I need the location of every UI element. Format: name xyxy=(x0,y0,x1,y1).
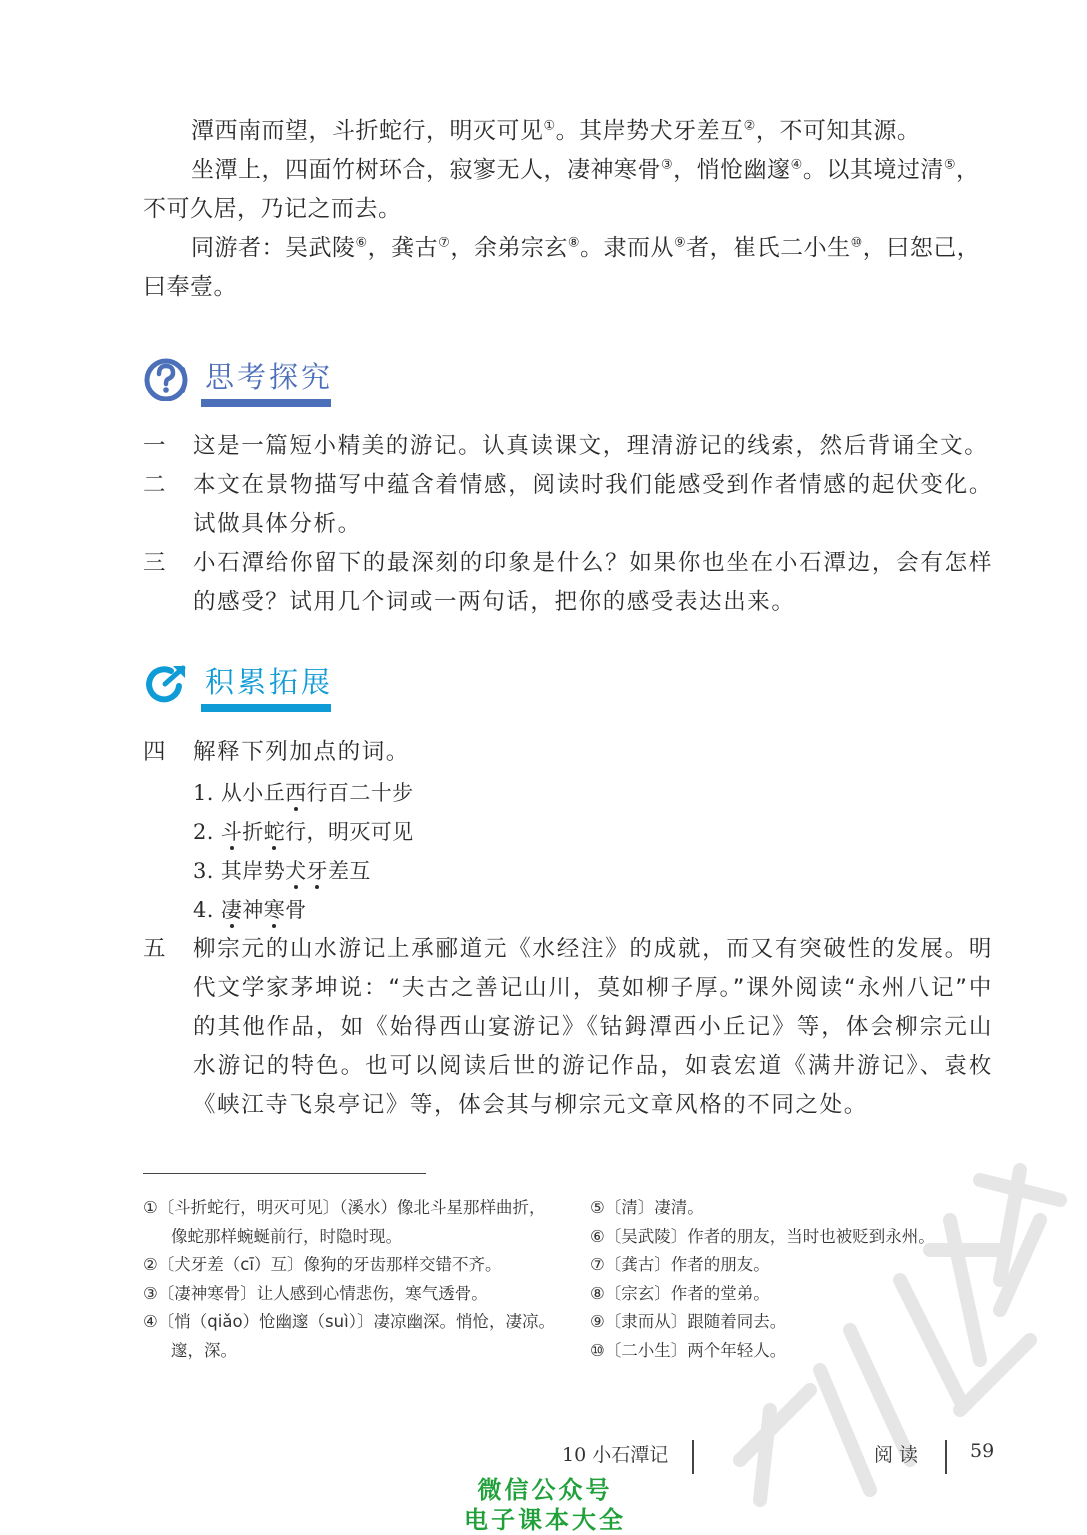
section-thinking-title: 思考探究 xyxy=(205,360,334,394)
question-item xyxy=(143,544,993,622)
word-item: 1. 从小丘西行百二十步 xyxy=(193,781,414,805)
passage-paragraph-2: 坐潭上，四面竹树环合，寂寥无人，凄神寒骨③，悄怆幽邃④。以其境过清⑤，不可久居，乃记之而去。 xyxy=(143,157,980,222)
question-number: 三 xyxy=(143,550,168,576)
question-text: 这是一篇短小精美的游记。认真读课文，理清游记的线索，然后背诵全文。 xyxy=(193,433,989,459)
question-item xyxy=(143,930,993,1125)
footnote: ⑤〔清〕凄清。 xyxy=(590,1198,704,1217)
wechat-label-line1: 微信公众号 xyxy=(477,1476,613,1504)
footnotes-right xyxy=(590,1194,990,1365)
footer-divider xyxy=(692,1440,694,1474)
question-number: 一 xyxy=(143,433,168,459)
section-extension-title: 积累拓展 xyxy=(205,665,334,699)
footnote: ①〔斗折蛇行，明灭可见〕（溪水）像北斗星那样曲折，像蛇那样蜿蜒前行，时隐时现。 xyxy=(143,1198,546,1246)
footnote-rule xyxy=(143,1173,426,1174)
page-number: 59 xyxy=(970,1440,995,1462)
refresh-arrow-icon xyxy=(143,660,189,706)
footnote: ⑨〔隶而从〕跟随着同去。 xyxy=(590,1312,787,1331)
passage-paragraph-1: 潭西南而望，斗折蛇行，明灭可见①。其岸势犬牙差互②，不可知其源。 xyxy=(191,118,921,144)
word-item: 2. 斗折蛇行，明灭可见 xyxy=(193,820,414,844)
section-thinking-underline xyxy=(201,399,331,407)
question-text: 小石潭给你留下的最深刻的印象是什么？如果你也坐在小石潭边，会有怎样的感受？试用几个词或一两句话，把你的感受表达出来。 xyxy=(193,550,993,615)
question-icon xyxy=(143,355,189,401)
word-item: 4. 凄神寒骨 xyxy=(193,898,307,922)
question-number: 二 xyxy=(143,472,168,498)
question-item xyxy=(143,427,993,466)
section-extension-underline xyxy=(201,704,331,712)
question-number: 五 xyxy=(143,936,168,962)
question-item xyxy=(143,733,993,772)
footnote: ③〔凄神寒骨〕让人感到心情悲伤，寒气透骨。 xyxy=(143,1283,488,1303)
word-item: 3. 其岸势犬牙差互 xyxy=(193,859,371,883)
question-number: 四 xyxy=(143,739,168,765)
footnote: ⑦〔龚古〕作者的朋友。 xyxy=(590,1255,770,1274)
footnote: ⑩〔二小生〕两个年轻人。 xyxy=(590,1340,787,1360)
question-text: 柳宗元的山水游记上承郦道元《水经注》的成就，而又有突破性的发展。明代文学家茅坤说：“夫古之善记山川，莫如柳子厚。”课外阅读“永州八记”中的其他作品，如《始得西山宴游记》《钴鉧潭西小丘记》等，体会柳宗元山水游记的特色。也可以阅读后世的游记作品，如袁宏道《满井游记》、袁枚《峡江寺飞泉亭记》等，体会其与柳宗元文章风格的不同之处。 xyxy=(193,936,993,1118)
question-text: 本文在景物描写中蕴含着情感，阅读时我们能感受到作者情感的起伏变化。试做具体分析。 xyxy=(193,472,993,537)
footer-lesson: 10 小石潭记 xyxy=(562,1444,669,1466)
footnote: ④〔悄（qiǎo）怆幽邃（suì）〕凄凉幽深。悄怆，凄凉。邃，深。 xyxy=(143,1312,555,1360)
question-text: 解释下列加点的词。 xyxy=(193,739,410,765)
wechat-label-line2: 电子课本大全 xyxy=(464,1506,626,1534)
footnote: ⑥〔吴武陵〕作者的朋友，当时也被贬到永州。 xyxy=(590,1226,935,1246)
extension-questions xyxy=(143,733,993,1125)
question-item xyxy=(143,466,993,544)
thinking-questions xyxy=(143,427,993,622)
footnote: ②〔犬牙差（cī）互〕像狗的牙齿那样交错不齐。 xyxy=(143,1255,502,1274)
passage-paragraph-3: 同游者：吴武陵⑥，龚古⑦，余弟宗玄⑧。隶而从⑨者，崔氏二小生⑩，曰恕己，曰奉壹。 xyxy=(143,235,981,300)
section-thinking-heading xyxy=(143,355,403,415)
word-list xyxy=(193,774,993,930)
footer-divider xyxy=(945,1440,947,1474)
passage xyxy=(143,112,993,307)
footnotes-left xyxy=(143,1194,558,1365)
section-extension-heading xyxy=(143,660,403,720)
footer-section: 阅 读 xyxy=(874,1444,919,1466)
footnote: ⑧〔宗玄〕作者的堂弟。 xyxy=(590,1283,770,1303)
